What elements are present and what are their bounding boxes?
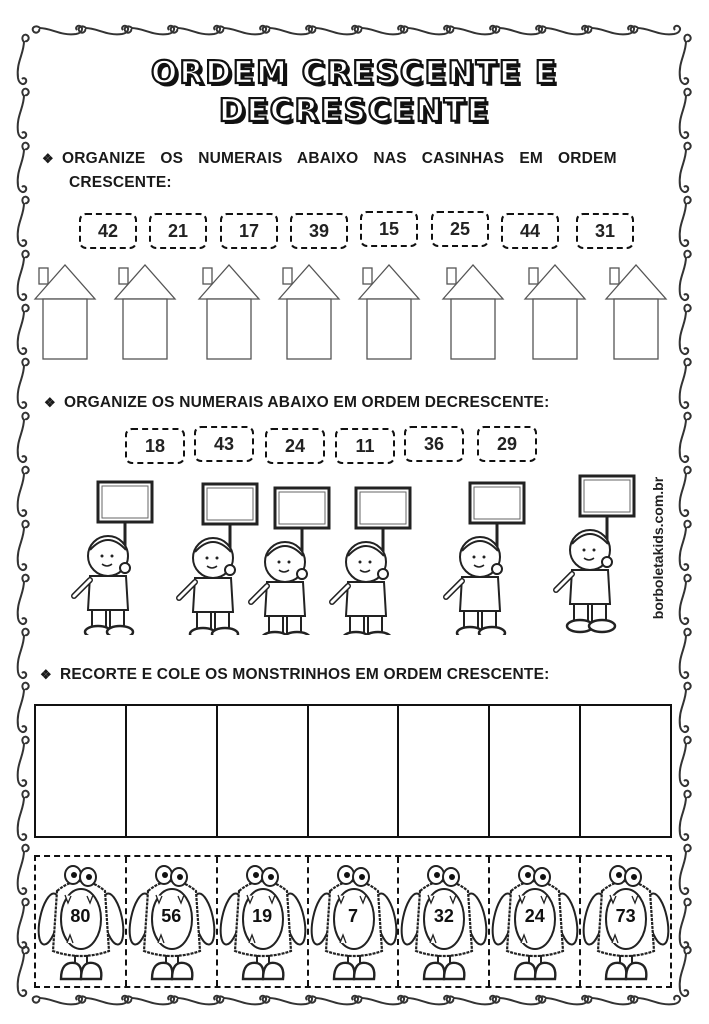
monster-number: 56 [161,906,182,926]
diamond-bullet-icon: ❖ [40,667,52,682]
house-icon [279,265,339,359]
section1-instruction-line2: CRESCENTE: [69,174,172,191]
paste-area-grid [34,704,672,838]
paste-cell[interactable] [127,706,218,836]
diamond-bullet-icon: ❖ [42,151,54,166]
paste-cell[interactable] [490,706,581,836]
house-icon [115,265,175,359]
number-card[interactable]: 11 [335,428,395,464]
kid-with-sign [446,483,524,635]
kids-with-signs-illustration [40,470,640,635]
monster-number: 19 [252,906,273,926]
paste-cell[interactable] [309,706,400,836]
kid-with-sign [251,488,329,635]
monster-number: 80 [70,906,91,926]
section1-instruction [42,150,667,168]
number-card[interactable]: 24 [265,428,325,464]
section3-instruction-text: RECORTE E COLE OS MONSTRINHOS EM ORDEM CRESCENTE: [60,666,550,683]
monster-number: 73 [615,906,636,926]
number-card[interactable]: 18 [125,428,185,464]
bottom-border [33,996,680,1005]
paste-cell[interactable] [581,706,670,836]
number-card[interactable]: 39 [290,213,348,249]
monster-cutout-strip [34,855,672,988]
page-title-line2: DECRESCENTE [218,93,491,129]
monster-cutout[interactable] [127,857,218,986]
left-border [18,35,29,996]
monster-number: 7 [348,906,359,926]
house-icon [525,265,585,359]
monster-cutout[interactable] [218,857,309,986]
number-card[interactable]: 15 [360,211,418,247]
paste-cell[interactable] [399,706,490,836]
house-icon [35,265,95,359]
paste-cell[interactable] [218,706,309,836]
houses-row [0,262,709,362]
house-icon [359,265,419,359]
monster-cutout[interactable] [490,857,581,986]
diamond-bullet-icon: ❖ [44,395,56,410]
monster-cutout[interactable] [309,857,400,986]
paste-cell[interactable] [36,706,127,836]
number-card[interactable]: 42 [79,213,137,249]
page-title-line1: ORDEM CRESCENTE E [150,55,559,91]
section2-instruction [44,394,549,412]
section2-instruction-text: ORGANIZE OS NUMERAIS ABAIXO EM ORDEM DECRESCENTE: [64,394,550,411]
kid-with-sign [179,484,257,635]
number-card[interactable]: 44 [501,213,559,249]
kid-with-sign [74,482,152,635]
house-icon [606,265,666,359]
section1-instruction-line1: ORGANIZE OS NUMERAIS ABAIXO NAS CASINHAS EM ORDEM [62,150,617,167]
kid-with-sign [556,476,634,632]
number-card[interactable]: 25 [431,211,489,247]
number-card[interactable]: 17 [220,213,278,249]
number-card[interactable]: 43 [194,426,254,462]
top-border [33,26,680,35]
monster-number: 24 [524,906,545,926]
number-card[interactable]: 21 [149,213,207,249]
house-icon [199,265,259,359]
monster-cutout[interactable] [36,857,127,986]
monster-cutout[interactable] [399,857,490,986]
right-border [680,35,691,996]
kid-with-sign [332,488,410,635]
number-card[interactable]: 36 [404,426,464,462]
section3-instruction [40,666,549,684]
number-card[interactable]: 29 [477,426,537,462]
monster-number: 32 [433,906,454,926]
house-icon [443,265,503,359]
monster-cutout[interactable] [581,857,670,986]
number-card[interactable]: 31 [576,213,634,249]
